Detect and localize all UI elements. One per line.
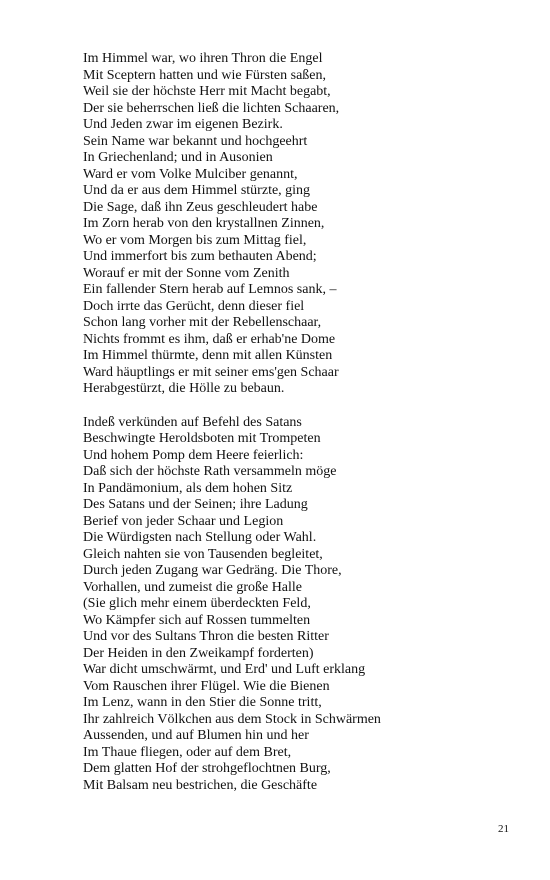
poem-line: Sein Name war bekannt und hochgeehrt [83, 133, 308, 149]
poem-line: Und immerfort bis zum bethauten Abend; [83, 249, 317, 264]
poem-line: Die Sage, daß ihn Zeus geschleudert habe [83, 199, 318, 215]
poem-line: In Griechenland; und in Ausonien [83, 150, 273, 165]
poem-line: Ward er vom Volke Mulciber genannt, [83, 166, 298, 182]
poem-line: Herabgestürzt, die Hölle zu bebaun. [83, 381, 285, 396]
poem-line: Im Himmel thürmte, denn mit allen Künsten [83, 348, 333, 363]
stanza-2 [83, 415, 503, 795]
stanza-1 [83, 51, 503, 398]
page-number: 21 [498, 823, 509, 835]
poem-line: Nichts frommt es ihm, daß er erhab'ne Dome [83, 331, 336, 347]
poem-line: Wo Kämpfer sich auf Rossen tummelten [83, 612, 311, 628]
poem-line: Des Satans und der Seinen; ihre Ladung [83, 497, 308, 512]
poem-line: Durch jeden Zugang war Gedräng. Die Thore, [83, 563, 342, 578]
poem-line: Ward häuptlings er mit seiner ems'gen Schaar [83, 364, 339, 380]
poem-line: Daß sich der höchste Rath versammeln möge [83, 464, 337, 479]
poem-line: Wo er vom Morgen bis zum Mittag fiel, [83, 232, 307, 248]
poem-line: Die Würdigsten nach Stellung oder Wahl. [83, 530, 317, 545]
poem-line: Im Thaue fliegen, oder auf dem Bret, [83, 744, 292, 760]
poem-line: Der sie beherrschen ließ die lichten Schaaren, [83, 100, 340, 116]
poem-line: Im Himmel war, wo ihren Thron die Engel [83, 51, 323, 66]
poem-line: Dem glatten Hof der strohgeflochtnen Burg, [83, 761, 331, 776]
poem-line: Indeß verkünden auf Befehl des Satans [83, 414, 302, 430]
poem-line: Worauf er mit der Sonne vom Zenith [83, 265, 290, 281]
poem-line: Weil sie der höchste Herr mit Macht begabt, [83, 84, 331, 99]
poem-line: Im Zorn herab von den krystallnen Zinnen, [83, 216, 325, 231]
poem-text-block [83, 51, 503, 794]
poem-line: (Sie glich mehr einem überdeckten Feld, [83, 596, 311, 611]
poem-line: Beschwingte Heroldsboten mit Trompeten [83, 431, 321, 446]
poem-line: War dicht umschwärmt, und Erd' und Luft erklang [83, 662, 366, 677]
poem-line: Aussenden, und auf Blumen hin und her [83, 728, 309, 743]
poem-line: Und Jeden zwar im eigenen Bezirk. [83, 117, 283, 132]
poem-line: Ihr zahlreich Völkchen aus dem Stock in Schwärmen [83, 711, 381, 727]
poem-line: Mit Balsam neu bestrichen, die Geschäfte [83, 777, 318, 793]
poem-line: Im Lenz, wann in den Stier die Sonne tritt, [83, 695, 322, 710]
poem-line: Doch irrte das Gerücht, denn dieser fiel [83, 298, 305, 314]
poem-line: Und vor des Sultans Thron die besten Ritter [83, 629, 329, 644]
poem-line: Und da er aus dem Himmel stürzte, ging [83, 183, 311, 198]
poem-line: Berief von jeder Schaar und Legion [83, 513, 284, 529]
poem-line: Vorhallen, und zumeist die große Halle [83, 579, 303, 595]
poem-line: Und hohem Pomp dem Heere feierlich: [83, 447, 304, 463]
poem-line: Der Heiden in den Zweikampf forderten) [83, 645, 314, 661]
poem-line: Ein fallender Stern herab auf Lemnos sank, – [83, 282, 337, 297]
poem-line: Schon lang vorher mit der Rebellenschaar, [83, 315, 322, 330]
poem-line: Mit Sceptern hatten und wie Fürsten saßen, [83, 67, 327, 83]
poem-line: In Pandämonium, als dem hohen Sitz [83, 480, 293, 496]
poem-line: Vom Rauschen ihrer Flügel. Wie die Bienen [83, 678, 330, 694]
poem-line: Gleich nahten sie von Tausenden begleitet, [83, 546, 323, 562]
